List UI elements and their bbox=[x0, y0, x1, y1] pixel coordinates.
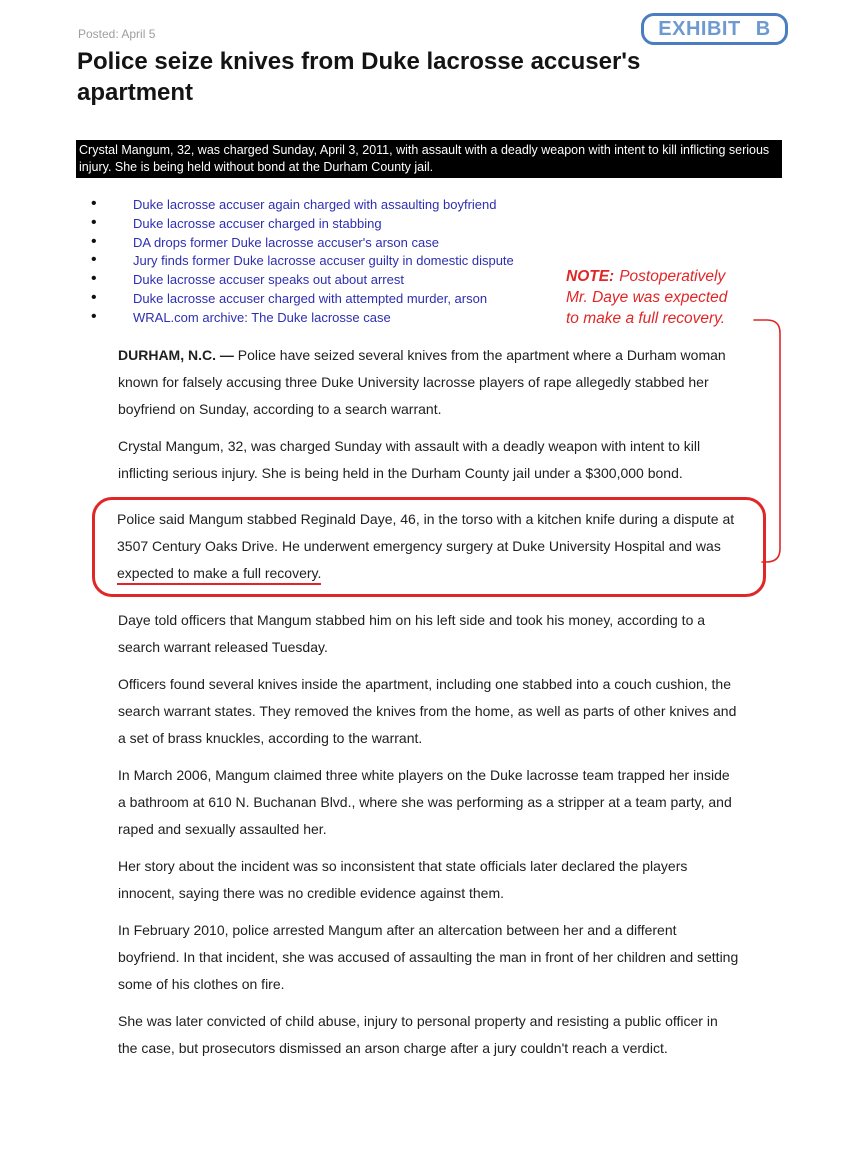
article-paragraph: Daye told officers that Mangum stabbed him on his left side and took his money, according to a search warrant released Tuesday. bbox=[118, 612, 706, 655]
related-link[interactable]: • Jury finds former Duke lacrosse accuser guilty in domestic dispute bbox=[90, 252, 650, 271]
dateline: DURHAM, N.C. — bbox=[118, 347, 238, 363]
annotation-note-text: Postoperatively bbox=[619, 268, 726, 285]
annotation-note-line bbox=[566, 266, 776, 287]
related-link[interactable]: • Duke lacrosse accuser again charged with assaulting boyfriend bbox=[90, 196, 650, 215]
article-paragraph: Her story about the incident was so inconsistent that state officials later declared the players innocent, saying there was no credible evidence against them. bbox=[118, 858, 688, 901]
exhibit-stamp-label: EXHIBIT B bbox=[658, 18, 771, 40]
article-paragraph-text: Police said Mangum stabbed Reginald Daye, 46, in the torso with a kitchen knife during a dispute at 3507 Century Oaks Drive. He underwent emergency surgery at Duke University Hospital and was bbox=[117, 511, 735, 554]
related-link[interactable]: • Duke lacrosse accuser charged with attempted murder, arson bbox=[90, 290, 650, 309]
article-paragraph: Officers found several knives inside the apartment, including one stabbed into a couch cushion, the search warrant states. They removed the knives from the home, as well as parts of other knives and a set of brass knuckles, according to the warrant. bbox=[118, 676, 737, 746]
related-link[interactable]: • Duke lacrosse accuser speaks out about arrest bbox=[90, 271, 650, 290]
article-paragraph: Crystal Mangum, 32, was charged Sunday with assault with a deadly weapon with intent to kill inflicting serious injury. She is being held in the Durham County jail under a $300,000 bond. bbox=[118, 438, 701, 481]
article-paragraph bbox=[118, 342, 740, 423]
article-body bbox=[118, 342, 740, 1072]
annotation-note-line: Mr. Daye was expected bbox=[566, 289, 728, 306]
article-paragraph-text: Police have seized several knives from the apartment where a Durham woman known for falsely accusing three Duke University lacrosse players of rape allegedly stabbed her boyfriend on Sunday, according to a search warrant. bbox=[118, 347, 726, 417]
related-link[interactable]: • Duke lacrosse accuser charged in stabbing bbox=[90, 215, 650, 234]
exhibit-stamp bbox=[641, 13, 788, 45]
annotation-circled-paragraph bbox=[92, 497, 766, 597]
posted-date: Posted: April 5 bbox=[78, 27, 156, 41]
article-paragraph: In March 2006, Mangum claimed three white players on the Duke lacrosse team trapped her inside a bathroom at 610 N. Buchanan Blvd., where she was performing as a stripper at a team party, and raped and sexually assaulted her. bbox=[118, 767, 732, 837]
summary-bar: Crystal Mangum, 32, was charged Sunday, April 3, 2011, with assault with a deadly weapon with intent to kill inflicting serious injury. She is being held without bond at the Durham County jail. bbox=[76, 140, 782, 178]
related-link[interactable]: • WRAL.com archive: The Duke lacrosse case bbox=[90, 309, 650, 328]
annotation-note-label: NOTE: bbox=[566, 268, 615, 285]
page-title: Police seize knives from Duke lacrosse accuser's apartment bbox=[77, 48, 641, 106]
related-link[interactable]: • DA drops former Duke lacrosse accuser's arson case bbox=[90, 234, 650, 253]
article-paragraph: In February 2010, police arrested Mangum after an altercation between her and a different boyfriend. In that incident, she was accused of assaulting the man in front of her children and setting some of his clothes on fire. bbox=[118, 922, 739, 992]
underlined-text: expected to make a full recovery. bbox=[117, 565, 321, 585]
annotation-note-line: to make a full recovery. bbox=[566, 310, 726, 327]
article-paragraph: She was later convicted of child abuse, injury to personal property and resisting a public officer in the case, but prosecutors dismissed an arson charge after a jury couldn't reach a verdict. bbox=[118, 1013, 718, 1056]
annotation-note bbox=[566, 266, 776, 329]
